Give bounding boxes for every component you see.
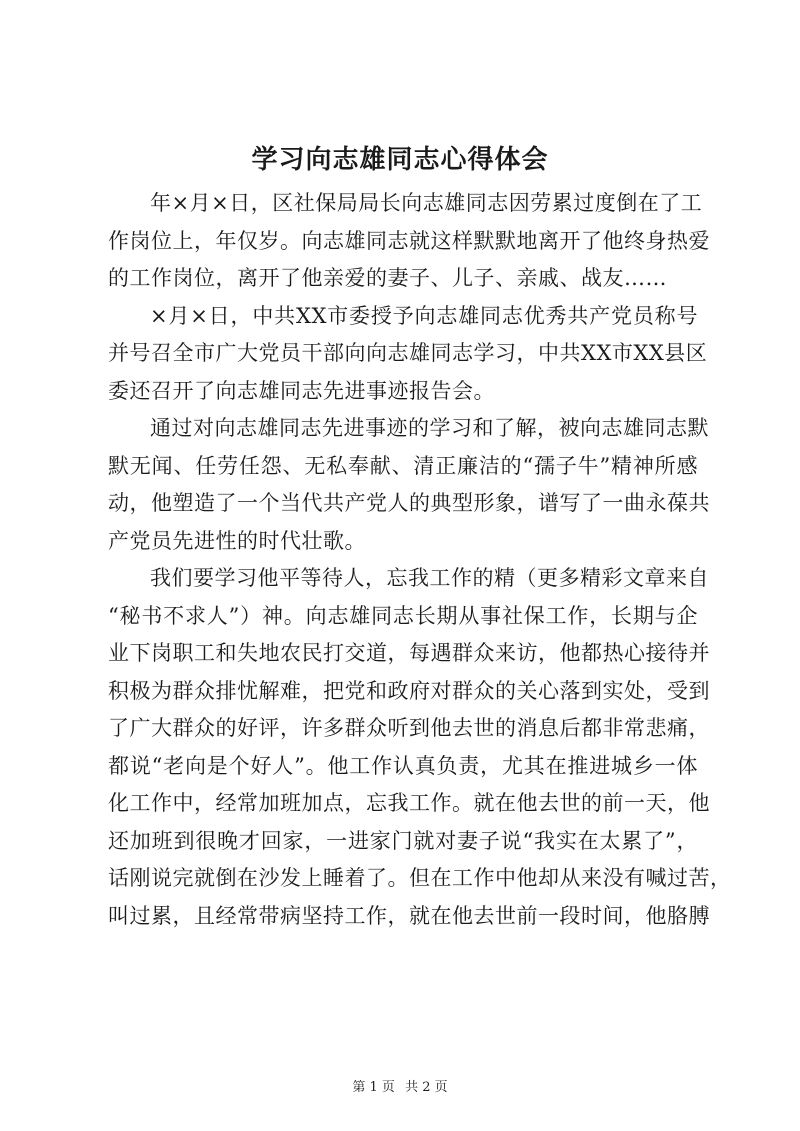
page-number: 第 1 页 (352, 1080, 395, 1095)
page-footer (0, 1078, 800, 1098)
document-body (108, 185, 732, 935)
text-line: 动，他塑造了一个当代共产党人的典型形象，谱写了一曲永葆共 (108, 491, 710, 515)
text-line: 并号召全市广大党员干部向向志雄同志学习，中共XX市XX县区 (108, 341, 708, 365)
text-line: 作岗位上，年仅岁。向志雄同志就这样默默地离开了他终身热爱 (108, 228, 710, 253)
text-line: 的工作岗位，离开了他亲爱的妻子、儿子、亲戚、战友…… (108, 266, 667, 290)
text-line: 年×月×日，区社保局局长向志雄同志因劳累过度倒在了工 (150, 191, 703, 215)
text-line: 话刚说完就倒在沙发上睡着了。但在工作中他却从来没有喊过苦， (108, 866, 732, 890)
text-line: 业下岗职工和失地农民打交道，每遇群众来访，他都热心接待并 (108, 641, 710, 665)
text-line: 了广大群众的好评，许多群众听到他去世的消息后都非常悲痛， (108, 716, 710, 740)
text-line: 还加班到很晚才回家，一进家门就对妻子说“我实在太累了”， (108, 828, 698, 853)
text-line: 都说“老向是个好人”。他工作认真负责，尤其在推进城乡一体 (108, 753, 698, 778)
text-line: “秘书不求人”）神。向志雄同志长期从事社保工作，长期与企 (108, 603, 698, 628)
text-line: 产党员先进性的时代壮歌。 (108, 528, 366, 553)
text-line: 叫过累，且经常带病坚持工作，就在他去世前一段时间，他胳膊 (108, 903, 710, 928)
text-line: 默无闻、任劳任怨、无私奉献、清正廉洁的“孺子牛”精神所感 (108, 453, 698, 478)
text-line: 委还召开了向志雄同志先进事迹报告会。 (108, 378, 495, 403)
page-total: 共 2 页 (405, 1080, 448, 1095)
text-line: 积极为群众排忧解难，把党和政府对群众的关心落到实处，受到 (108, 678, 710, 703)
document-title: 学习向志雄同志心得体会 (251, 145, 549, 175)
text-line: 通过对向志雄同志先进事迹的学习和了解，被向志雄同志默 (150, 416, 709, 440)
text-line: 我们要学习他平等待人，忘我工作的精（更多精彩文章来自 (150, 566, 709, 590)
text-line: ×月×日，中共XX市委授予向志雄同志优秀共产党员称号 (150, 303, 698, 328)
text-line: 化工作中，经常加班加点，忘我工作。就在他去世的前一天，他 (108, 791, 710, 815)
